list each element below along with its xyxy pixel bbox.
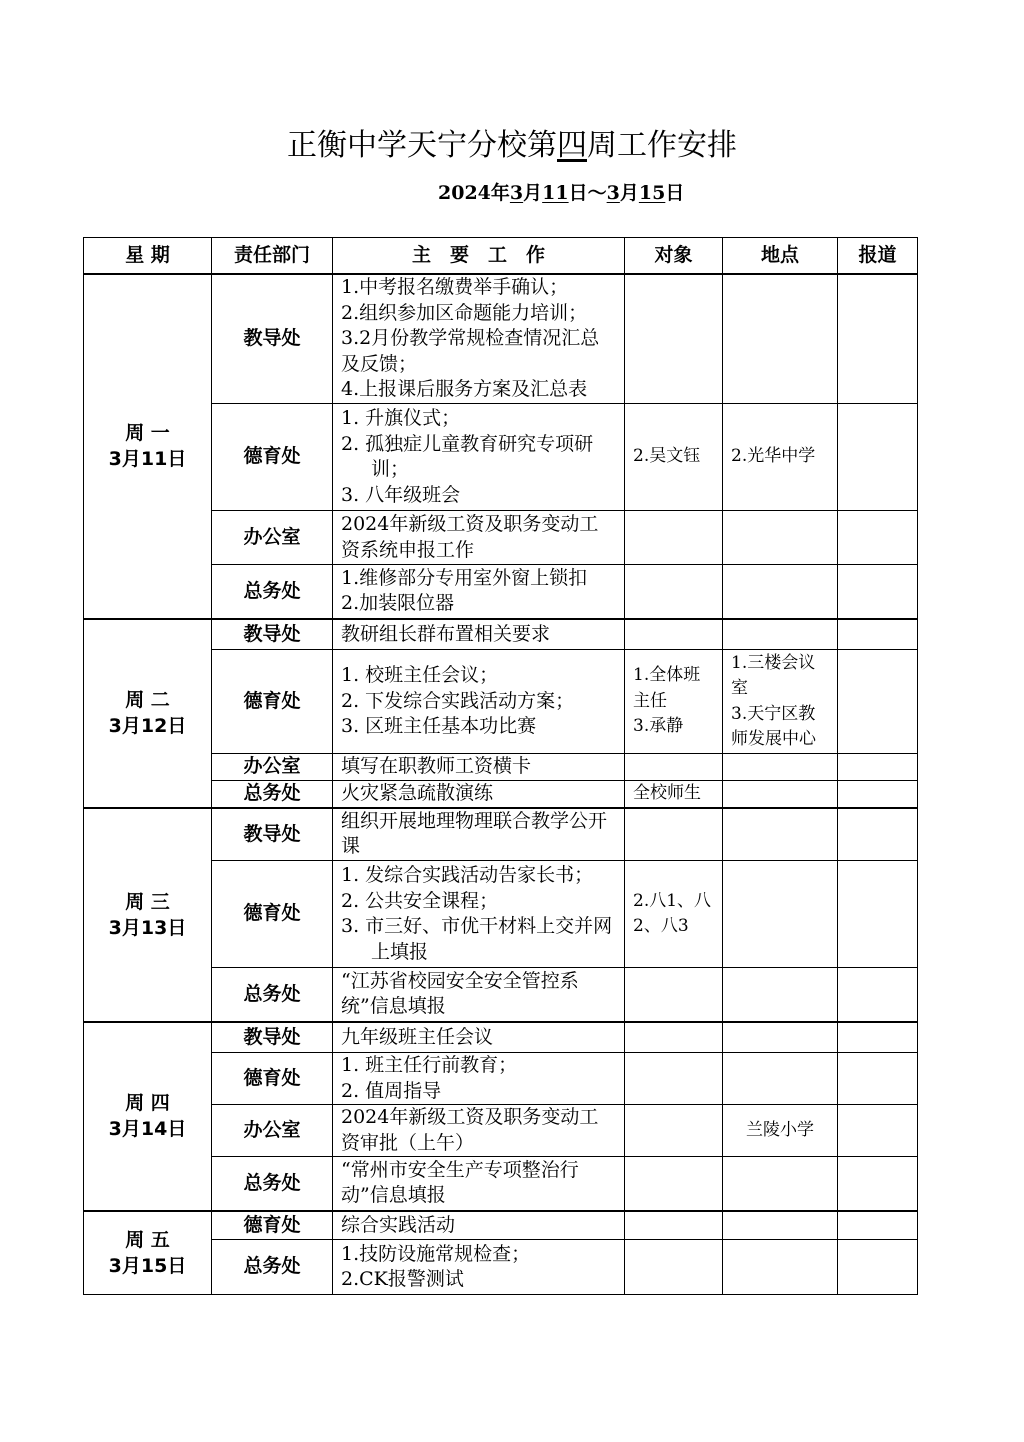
department-cell: 办公室	[212, 511, 333, 565]
report-cell	[838, 1022, 918, 1053]
weekday-cell	[84, 1211, 212, 1295]
target-item: 全校师生	[633, 783, 701, 803]
col-main-work: 主 要 工 作	[333, 238, 625, 274]
report-cell	[838, 968, 918, 1022]
work-item: 1.技防设施常规检查；	[341, 1242, 531, 1265]
location-cell	[723, 1211, 838, 1240]
work-cell	[333, 1053, 625, 1105]
table-row	[84, 619, 918, 650]
weekday-cell	[84, 808, 212, 1022]
location-cell	[723, 650, 838, 754]
location-item: 1.三楼会议室	[731, 652, 816, 698]
work-cell	[333, 1240, 625, 1295]
work-item: “常州市安全生产专项整治行动”信息填报	[341, 1158, 579, 1207]
date-end-day-label: 日	[665, 182, 685, 204]
report-cell	[838, 754, 918, 781]
work-item: 1. 校班主任会议；	[341, 664, 499, 687]
report-cell	[838, 1053, 918, 1105]
target-cell	[625, 650, 723, 754]
day-group	[84, 274, 918, 619]
target-item: 3.承静	[633, 716, 684, 737]
report-cell	[838, 1105, 918, 1157]
location-cell	[723, 274, 838, 404]
department-cell: 教导处	[212, 619, 333, 650]
department-cell: 办公室	[212, 1105, 333, 1157]
department-cell: 教导处	[212, 1022, 333, 1053]
col-weekday: 星 期	[84, 238, 212, 274]
work-cell	[333, 1157, 625, 1211]
target-cell	[625, 565, 723, 619]
target-cell	[625, 1022, 723, 1053]
location-cell	[723, 968, 838, 1022]
date-range	[438, 178, 684, 208]
target-cell	[625, 968, 723, 1022]
work-item: 2.CK报警测试	[341, 1268, 464, 1290]
title-prefix: 正衡中学天宁分校第	[287, 128, 557, 163]
work-item: 3.2月份教学常规检查情况汇总及反馈；	[341, 327, 600, 375]
target-cell	[625, 861, 723, 968]
table-row	[84, 274, 918, 404]
date-year-label: 年	[490, 182, 510, 204]
page-title	[0, 124, 1024, 168]
report-cell	[838, 1240, 918, 1295]
work-item: 2. 孤独症儿童教育研究专项研训；	[341, 432, 594, 480]
department-cell: 德育处	[212, 861, 333, 968]
report-cell	[838, 861, 918, 968]
col-location: 地点	[723, 238, 838, 274]
work-item: 教研组长群布置相关要求	[341, 622, 551, 645]
department-cell: 总务处	[212, 565, 333, 619]
work-item: 1. 班主任行前教育；	[341, 1054, 518, 1076]
work-item: 组织开展地理物理联合教学公开课	[341, 809, 608, 858]
work-item: 2. 值周指导	[341, 1079, 442, 1102]
schedule-table	[83, 237, 918, 1295]
work-item: 2.组织参加区命题能力培训；	[341, 301, 588, 324]
report-cell	[838, 781, 918, 808]
target-cell	[625, 808, 723, 861]
target-cell	[625, 619, 723, 650]
day-group	[84, 808, 918, 1022]
department-cell: 办公室	[212, 754, 333, 781]
work-item: 4.上报课后服务方案及汇总表	[341, 378, 588, 400]
location-cell	[723, 1157, 838, 1211]
location-cell	[723, 1105, 838, 1157]
work-item: 2.加装限位器	[341, 592, 455, 615]
work-item: 火灾紧急疏散演练	[341, 782, 494, 804]
department-cell: 总务处	[212, 781, 333, 808]
work-cell	[333, 1211, 625, 1240]
location-item: 3.天宁区教师发展中心	[731, 703, 816, 749]
work-item: 1.维修部分专用室外窗上锁扣	[341, 566, 588, 589]
location-cell	[723, 754, 838, 781]
target-cell	[625, 404, 723, 511]
weekday-date: 3月15日	[108, 1254, 187, 1277]
work-cell	[333, 968, 625, 1022]
day-group	[84, 1022, 918, 1211]
work-cell	[333, 861, 625, 968]
department-cell: 德育处	[212, 1211, 333, 1240]
weekday-label: 周 一	[125, 422, 170, 444]
work-item: “江苏省校园安全安全管控系统”信息填报	[341, 969, 579, 1018]
report-cell	[838, 808, 918, 861]
report-cell	[838, 619, 918, 650]
day-group	[84, 1211, 918, 1295]
location-cell	[723, 619, 838, 650]
department-cell: 德育处	[212, 650, 333, 754]
report-cell	[838, 511, 918, 565]
report-cell	[838, 274, 918, 404]
work-item: 综合实践活动	[341, 1213, 456, 1236]
work-cell	[333, 511, 625, 565]
work-cell	[333, 808, 625, 861]
location-cell	[723, 565, 838, 619]
department-cell: 教导处	[212, 808, 333, 861]
table-row	[84, 1211, 918, 1240]
day-group	[84, 619, 918, 808]
department-cell: 总务处	[212, 1157, 333, 1211]
col-department: 责任部门	[212, 238, 333, 274]
date-end-month-label: 月	[619, 182, 639, 204]
work-cell	[333, 1105, 625, 1157]
table-row	[84, 1022, 918, 1053]
department-cell: 德育处	[212, 404, 333, 511]
work-cell	[333, 754, 625, 781]
header-row	[84, 238, 918, 274]
report-cell	[838, 650, 918, 754]
work-cell	[333, 1022, 625, 1053]
date-start-month: 3	[509, 182, 524, 204]
weekday-label: 周 三	[125, 890, 170, 913]
department-cell: 德育处	[212, 1053, 333, 1105]
location-cell	[723, 511, 838, 565]
date-year: 2024	[438, 182, 491, 204]
date-end-month: 3	[606, 182, 620, 204]
weekday-label: 周 二	[125, 689, 170, 711]
date-month-label: 月	[523, 182, 543, 204]
report-cell	[838, 1211, 918, 1240]
work-item: 填写在职教师工资横卡	[341, 755, 532, 778]
weekday-label: 周 五	[125, 1228, 170, 1251]
title-week-number: 四	[557, 128, 587, 163]
report-cell	[838, 404, 918, 511]
location-cell	[723, 404, 838, 511]
work-cell	[333, 565, 625, 619]
target-cell	[625, 274, 723, 404]
report-cell	[838, 1157, 918, 1211]
location-cell	[723, 808, 838, 861]
department-cell: 教导处	[212, 274, 333, 404]
department-cell: 总务处	[212, 968, 333, 1022]
work-cell	[333, 404, 625, 511]
work-item: 3. 市三好、市优干材料上交并网上填报	[341, 915, 613, 963]
work-item: 3. 区班主任基本功比赛	[341, 715, 537, 738]
work-item: 1.中考报名缴费举手确认；	[341, 276, 569, 298]
report-cell	[838, 565, 918, 619]
work-item: 1. 升旗仪式；	[341, 407, 461, 429]
target-item: 2.八1、八2、八3	[633, 890, 712, 936]
work-cell	[333, 619, 625, 650]
department-cell: 总务处	[212, 1240, 333, 1295]
table-row	[84, 808, 918, 861]
title-suffix: 周工作安排	[587, 128, 737, 163]
location-cell	[723, 1240, 838, 1295]
location-item: 兰陵小学	[746, 1119, 814, 1140]
work-item: 3. 八年级班会	[341, 483, 461, 506]
work-item: 2. 下发综合实践活动方案；	[341, 689, 575, 712]
target-cell	[625, 1105, 723, 1157]
weekday-date: 3月14日	[108, 1118, 187, 1140]
location-cell	[723, 861, 838, 968]
date-end-day: 15	[638, 182, 666, 204]
location-cell	[723, 781, 838, 808]
location-item: 2.光华中学	[731, 446, 816, 467]
target-cell	[625, 1157, 723, 1211]
work-item: 九年级班主任会议	[341, 1025, 494, 1048]
work-item: 1. 发综合实践活动告家长书；	[341, 864, 594, 886]
work-cell	[333, 650, 625, 754]
target-cell	[625, 754, 723, 781]
target-cell	[625, 781, 723, 808]
weekday-cell	[84, 274, 212, 619]
date-start-day: 11	[542, 182, 569, 204]
weekday-date: 3月11日	[108, 448, 187, 470]
weekday-cell	[84, 1022, 212, 1211]
col-report: 报道	[838, 238, 918, 274]
location-cell	[723, 1053, 838, 1105]
target-item: 2.吴文钰	[633, 446, 701, 467]
col-target: 对象	[625, 238, 723, 274]
target-item: 1.全体班主任	[633, 665, 701, 711]
date-day-label: 日～	[568, 182, 607, 204]
weekday-label: 周 四	[125, 1092, 170, 1114]
target-cell	[625, 1053, 723, 1105]
location-cell	[723, 1022, 838, 1053]
weekday-cell	[84, 619, 212, 808]
weekday-date: 3月12日	[108, 715, 187, 737]
weekday-date: 3月13日	[108, 916, 187, 939]
target-cell	[625, 511, 723, 565]
work-cell	[333, 781, 625, 808]
work-item: 2024年新级工资及职务变动工资审批（上午）	[341, 1106, 599, 1154]
target-cell	[625, 1211, 723, 1240]
work-item: 2024年新级工资及职务变动工资系统申报工作	[341, 513, 599, 561]
work-item: 2. 公共安全课程；	[341, 889, 499, 912]
target-cell	[625, 1240, 723, 1295]
work-cell	[333, 274, 625, 404]
